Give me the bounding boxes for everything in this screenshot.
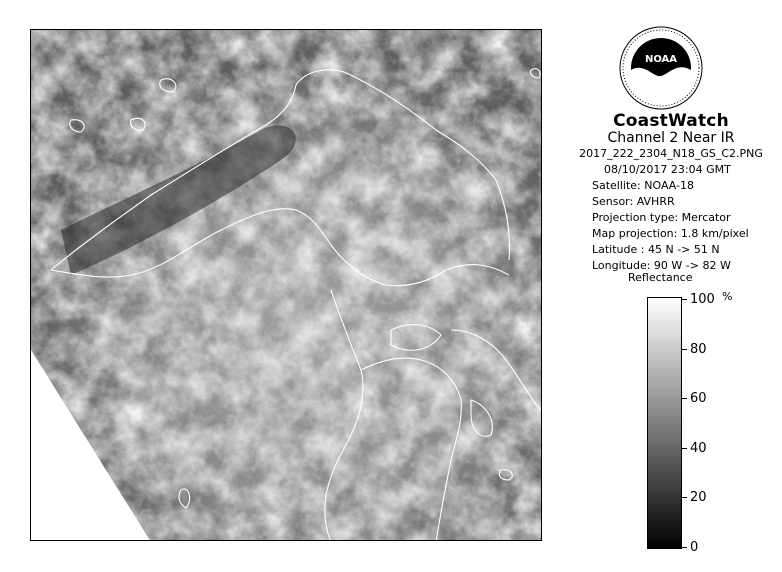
- colorbar-tick-label: 60: [690, 391, 707, 407]
- datetime-label: 08/10/2017 23:04 GMT: [604, 163, 731, 176]
- longitude-label: Longitude: 90 W -> 82 W: [592, 259, 731, 272]
- colorbar-tick-label: 80: [690, 341, 707, 357]
- colorbar-tick-mark: [682, 349, 687, 350]
- sensor-label: Sensor: AVHRR: [592, 195, 675, 208]
- noaa-logo: [619, 26, 703, 110]
- colorbar-tick-mark: [682, 398, 687, 399]
- colorbar-unit: %: [722, 290, 733, 303]
- map-projection-label: Map projection: 1.8 km/pixel: [592, 227, 749, 240]
- filename-label: 2017_222_2304_N18_GS_C2.PNG: [579, 147, 763, 160]
- colorbar-tick-label: 0: [690, 540, 699, 555]
- satellite-image: [30, 29, 542, 541]
- colorbar-tick-mark: [682, 448, 687, 449]
- colorbar: [647, 297, 682, 549]
- colorbar-tick-mark: [682, 497, 687, 498]
- colorbar-tick-mark: [682, 547, 687, 548]
- page-title: CoastWatch: [613, 111, 729, 131]
- colorbar-tick-mark: [682, 299, 687, 300]
- projection-type-label: Projection type: Mercator: [592, 211, 731, 224]
- colorbar-tick-label: 40: [690, 440, 707, 456]
- latitude-label: Latitude : 45 N -> 51 N: [592, 243, 720, 256]
- satellite-imagery: [31, 30, 542, 541]
- colorbar-tick-label: 100: [690, 292, 715, 307]
- satellite-label: Satellite: NOAA-18: [592, 179, 695, 192]
- logo-text: NOAA: [644, 54, 678, 65]
- channel-label: Channel 2 Near IR: [607, 130, 735, 146]
- colorbar-tick-label: 20: [690, 490, 707, 506]
- colorbar-title: Reflectance: [628, 271, 693, 284]
